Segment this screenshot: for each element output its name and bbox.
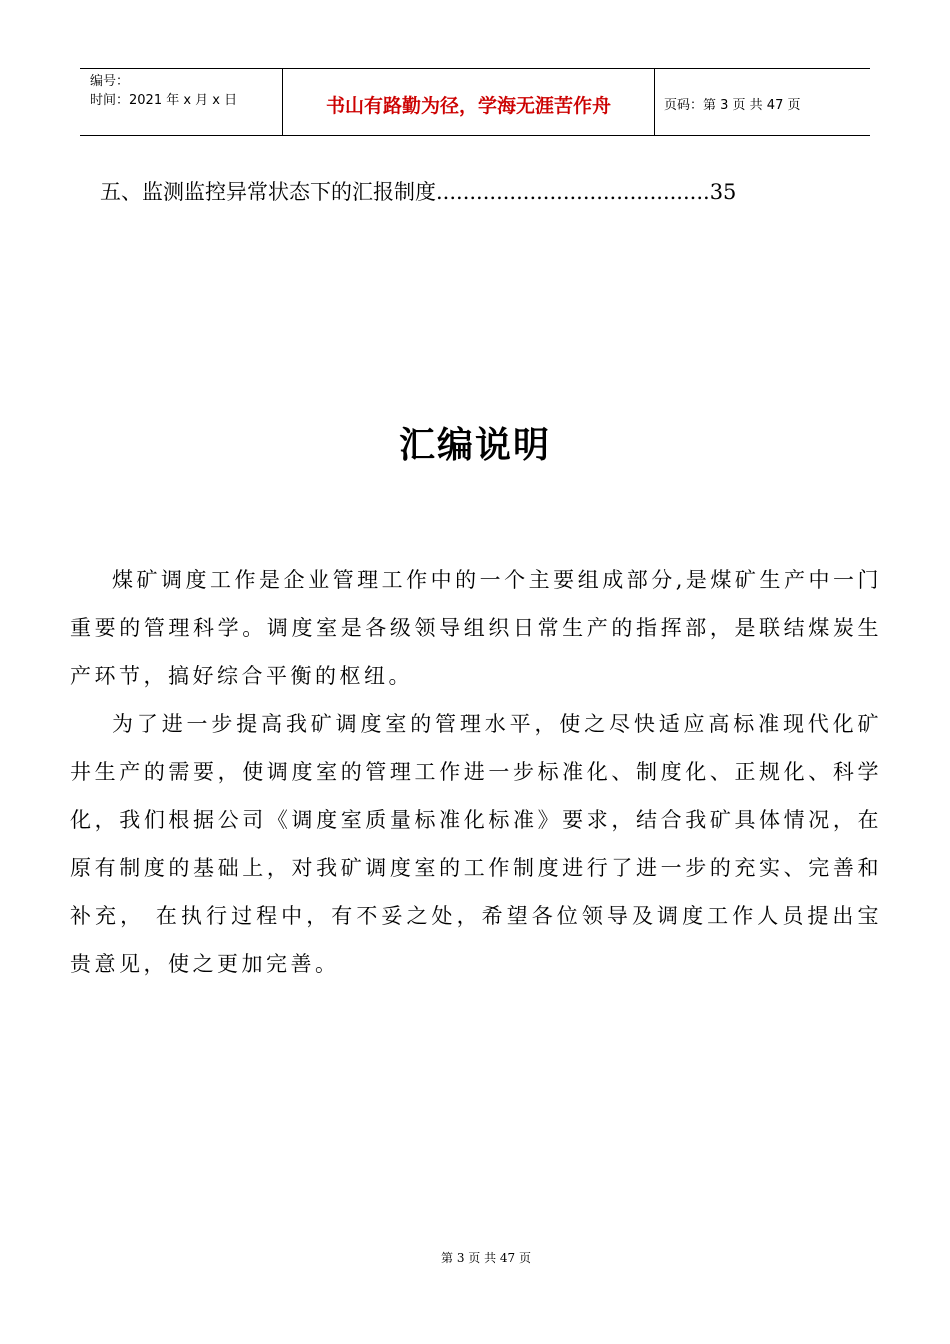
- toc-entry-text: 五、监测监控异常状态下的汇报制度: [100, 180, 436, 204]
- header-motto-cell: [283, 69, 655, 135]
- body-text: [70, 556, 882, 988]
- paragraph-1: 煤矿调度工作是企业管理工作中的一个主要组成部分,是煤矿生产中一门重要的管理科学。调度室是各级领导组织日常生产的指挥部，是联结煤炭生产环节，搞好综合平衡的枢纽。: [70, 568, 882, 688]
- toc-leader-dots: .........................................: [436, 180, 710, 204]
- paragraph-2: 为了进一步提高我矿调度室的管理水平，使之尽快适应高标准现代化矿井生产的需要，使调度室的管理工作进一步标准化、制度化、正规化、科学化，我们根据公司《调度室质量标准化标准》要求，结合我矿具体情况，在原有制度的基础上，对我矿调度室的工作制度进行了进一步的充实、完善和补充， 在执行过程中，有不妥之处，希望各位领导及调度工作人员提出宝贵意见，使之更加完善。: [70, 712, 882, 976]
- doc-time-label: 时间：2021 年 x 月 x 日: [90, 93, 238, 108]
- page-footer: 第 3 页 共 47 页: [441, 1251, 531, 1265]
- page-header: [80, 68, 870, 136]
- header-page-cell: [655, 69, 870, 135]
- doc-number-label: 编号：: [90, 74, 130, 89]
- header-meta-cell: [80, 69, 283, 135]
- toc-entry[interactable]: [100, 176, 800, 208]
- header-page-info: 页码：第 3 页 共 47 页: [664, 97, 801, 113]
- section-title: 汇编说明: [398, 425, 551, 466]
- header-motto: 书山有路勤为径，学海无涯苦作舟: [325, 94, 611, 117]
- toc-page-number: 35: [709, 180, 737, 204]
